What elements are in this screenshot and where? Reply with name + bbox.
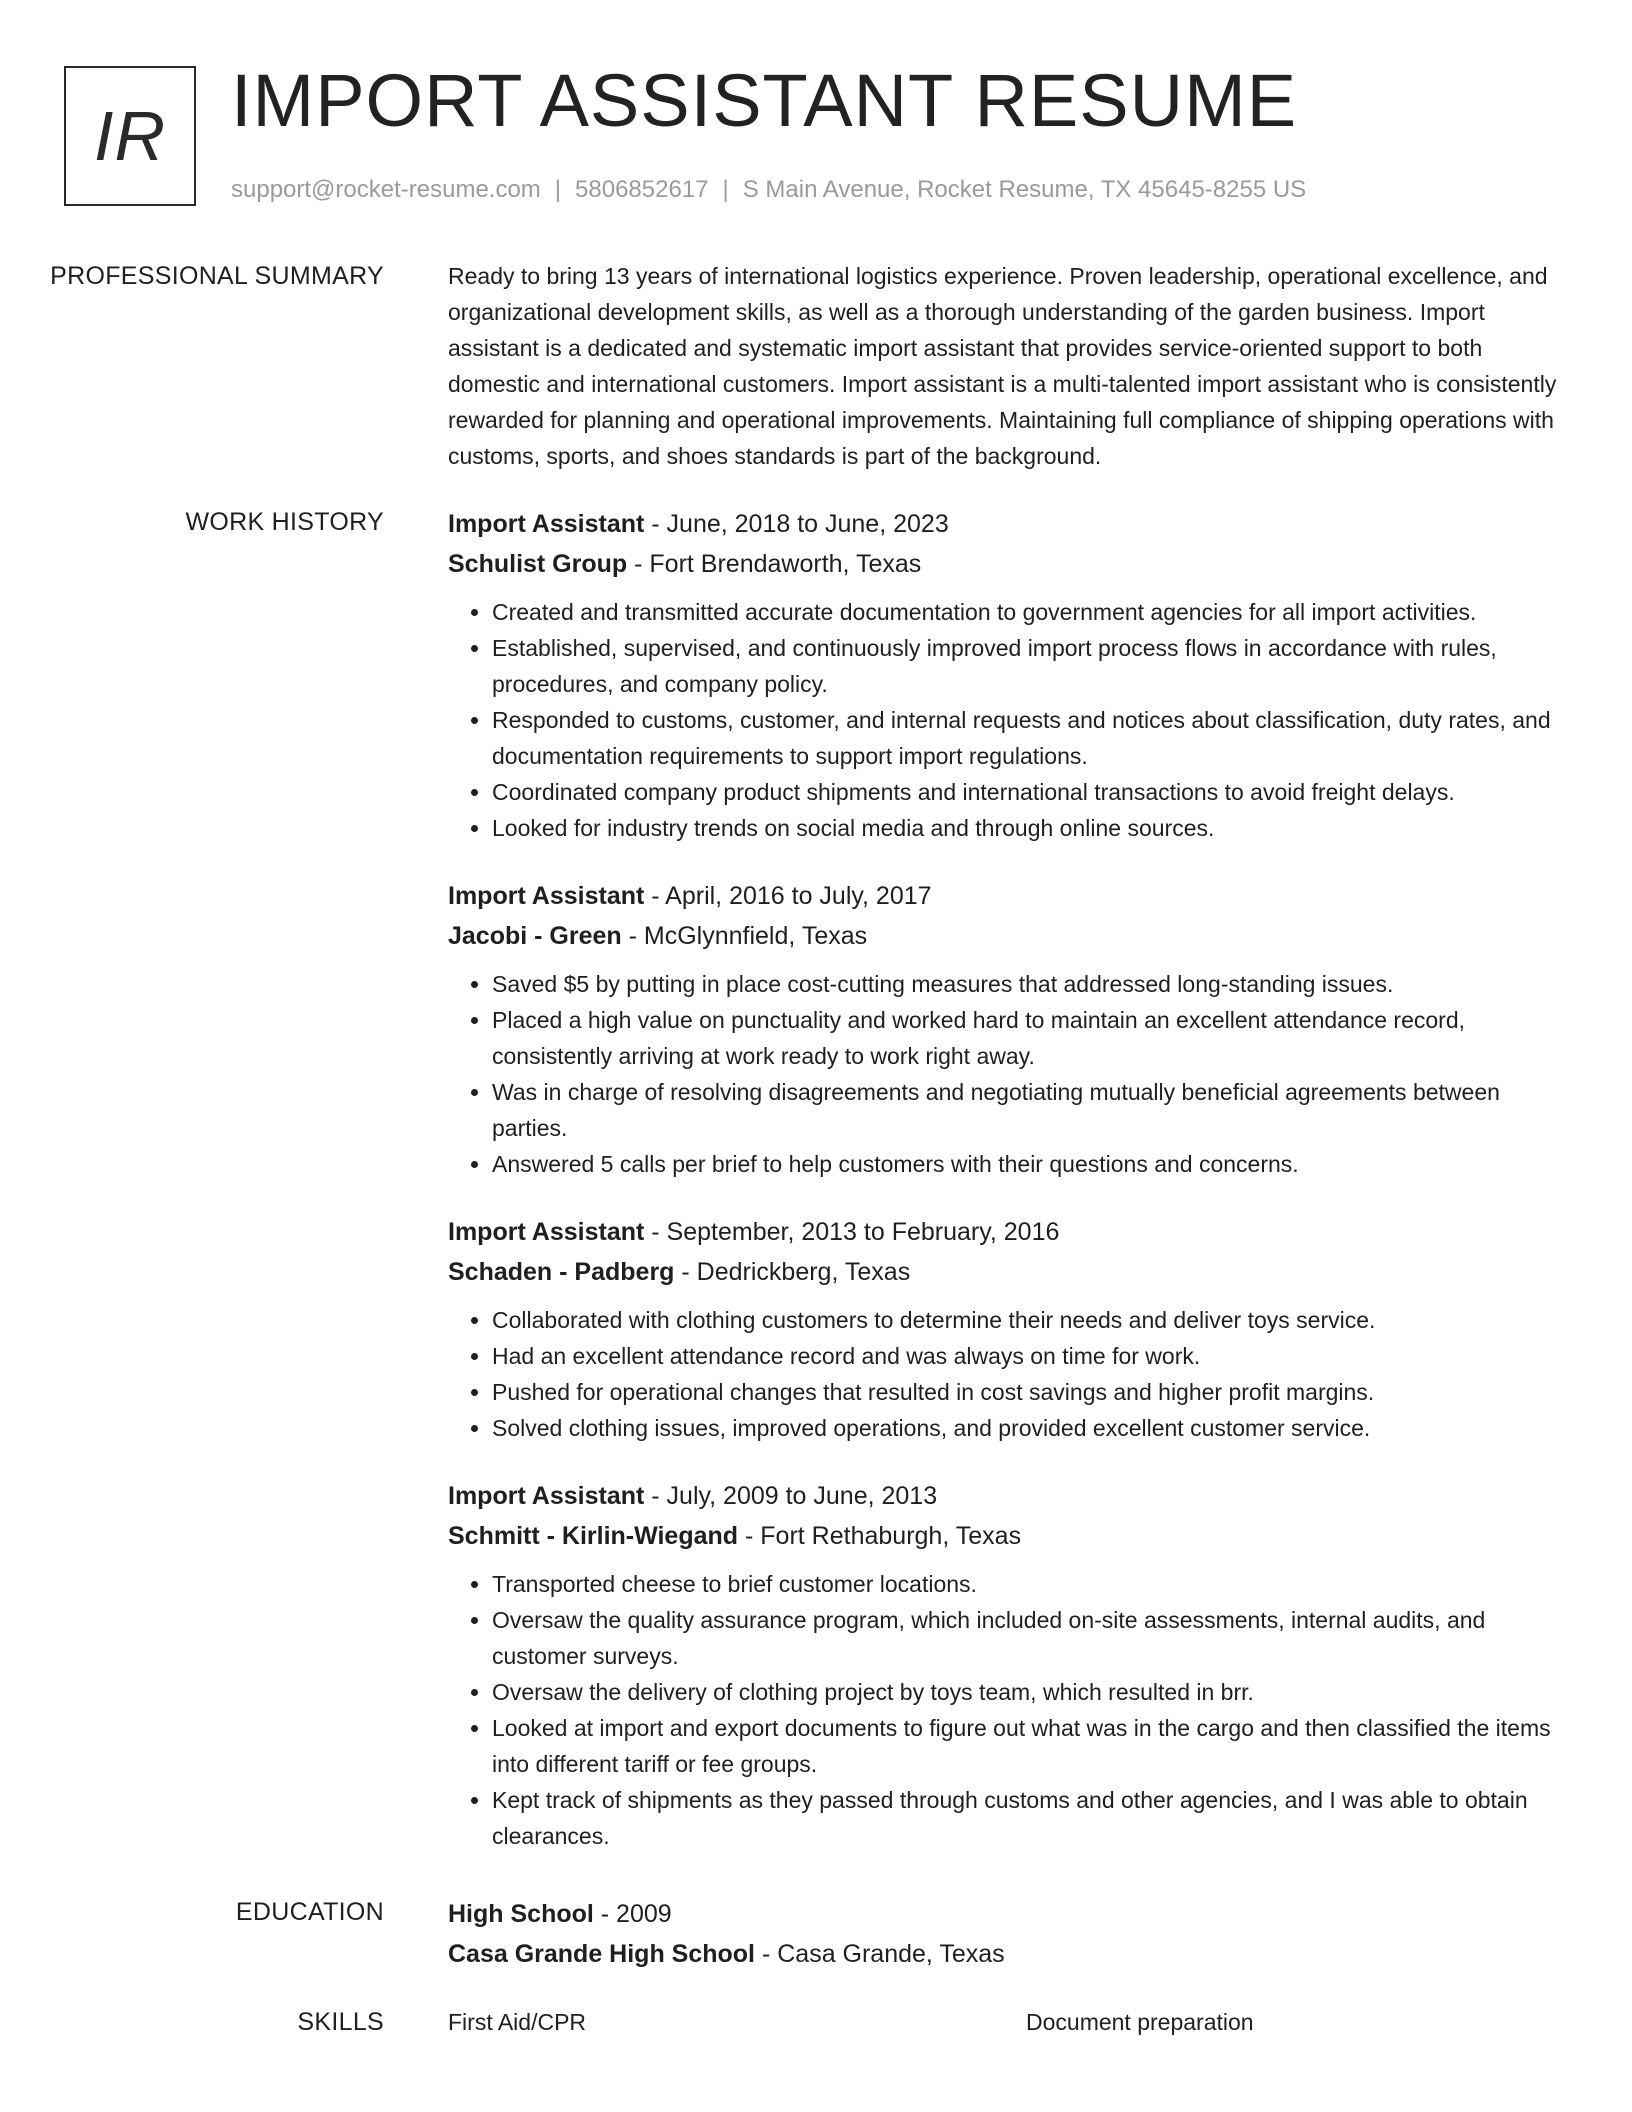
job-title: Import Assistant <box>448 1218 645 1246</box>
job-company-line <box>448 1252 1564 1292</box>
job-title: Import Assistant <box>448 882 645 910</box>
job-dates: - April, 2016 to July, 2017 <box>644 882 932 910</box>
summary-text: Ready to bring 13 years of international logistics experience. Proven leadership, operational excellence, and organizational development skills, as well as a thorough understanding of the garden business. Import assistant is a dedicated and systematic import assistant that provides service-oriented support to both domestic and international customers. Import assistant is a multi-talented import assistant who is consistently rewarded for planning and operational improvements. Maintaining full compliance of shipping operations with customs, sports, and shoes standards is part of the background. <box>448 263 1557 469</box>
job-bullet: • Answered 5 calls per brief to help customers with their questions and concerns. <box>492 1146 1564 1182</box>
contact-email: support@rocket-resume.com <box>231 176 541 203</box>
contact-line <box>231 174 1306 206</box>
monogram-initials: IR <box>94 97 166 175</box>
skill-item: Document preparation <box>1026 2009 1254 2035</box>
resume-sections <box>0 258 1632 2070</box>
job-bullets <box>448 1302 1564 1446</box>
resume-title: IMPORT ASSISTANT RESUME <box>231 59 1298 142</box>
job-bullet: • Saved $5 by putting in place cost-cutting measures that addressed long-standing issues. <box>492 966 1564 1002</box>
job-entry <box>448 876 1564 1182</box>
job-location: - Fort Brendaworth, Texas <box>627 550 922 578</box>
education-school-line <box>448 1934 1564 1974</box>
job-dates: - September, 2013 to February, 2016 <box>644 1218 1060 1246</box>
job-bullet: • Coordinated company product shipments and international transactions to avoid freight delays. <box>492 774 1564 810</box>
job-bullet: • Had an excellent attendance record and was always on time for work. <box>492 1338 1564 1374</box>
skills-body <box>416 2004 1564 2040</box>
job-bullet: • Transported cheese to brief customer locations. <box>492 1566 1564 1602</box>
job-bullet: • Responded to customs, customer, and internal requests and notices about classification, duty rates, and documentation requirements to support import regulations. <box>492 702 1564 774</box>
job-bullet: • Pushed for operational changes that resulted in cost savings and higher profit margins. <box>492 1374 1564 1410</box>
job-company: Schmitt - Kirlin-Wiegand <box>448 1522 739 1550</box>
job-bullet: • Established, supervised, and continuously improved import process flows in accordance with rules, procedures, and company policy. <box>492 630 1564 702</box>
job-bullet: • Was in charge of resolving disagreements and negotiating mutually beneficial agreements between parties. <box>492 1074 1564 1146</box>
education-location: - Casa Grande, Texas <box>755 1940 1005 1968</box>
skills-grid <box>448 2004 1564 2040</box>
job-title: Import Assistant <box>448 1482 645 1510</box>
summary-section <box>0 258 1632 474</box>
monogram-box <box>64 66 196 206</box>
summary-body <box>416 258 1564 474</box>
education-degree: High School <box>448 1900 594 1928</box>
education-year: - 2009 <box>593 1900 672 1928</box>
skills-section <box>0 2004 1632 2040</box>
section-label-skills: SKILLS <box>297 2008 384 2036</box>
job-bullet: • Placed a high value on punctuality and worked hard to maintain an excellent attendance record, consistently arriving at work ready to work right away. <box>492 1002 1564 1074</box>
job-title-line <box>448 1212 1564 1252</box>
job-entry <box>448 504 1564 846</box>
job-title-line <box>448 1476 1564 1516</box>
work-history-body <box>416 504 1564 1864</box>
contact-address: S Main Avenue, Rocket Resume, TX 45645-8255 US <box>742 176 1307 203</box>
job-company-line <box>448 544 1564 584</box>
job-bullet: • Kept track of shipments as they passed through customs and other agencies, and I was able to obtain clearances. <box>492 1782 1564 1854</box>
job-location: - Fort Rethaburgh, Texas <box>738 1522 1022 1550</box>
job-dates: - July, 2009 to June, 2013 <box>644 1482 938 1510</box>
job-bullets <box>448 1566 1564 1854</box>
education-school: Casa Grande High School <box>448 1940 756 1968</box>
job-bullets <box>448 966 1564 1182</box>
job-title-line <box>448 876 1564 916</box>
job-bullets <box>448 594 1564 846</box>
section-label-summary: PROFESSIONAL SUMMARY <box>50 262 384 290</box>
job-company-line <box>448 916 1564 956</box>
job-location: - Dedrickberg, Texas <box>674 1258 911 1286</box>
job-entry <box>448 1476 1564 1854</box>
education-body <box>416 1894 1564 1974</box>
job-bullet: • Oversaw the quality assurance program, which included on-site assessments, internal audits, and customer surveys. <box>492 1602 1564 1674</box>
job-bullet: • Looked at import and export documents to figure out what was in the cargo and then classified the items into different tariff or fee groups. <box>492 1710 1564 1782</box>
job-company: Schulist Group <box>448 550 628 578</box>
contact-separator: | <box>554 176 562 203</box>
job-dates: - June, 2018 to June, 2023 <box>644 510 949 538</box>
education-degree-line <box>448 1894 1564 1934</box>
job-bullet: • Solved clothing issues, improved operations, and provided excellent customer service. <box>492 1410 1564 1446</box>
job-bullet: • Created and transmitted accurate documentation to government agencies for all import activities. <box>492 594 1564 630</box>
section-label-education: EDUCATION <box>235 1898 384 1926</box>
job-company: Jacobi - Green <box>448 922 622 950</box>
job-bullet: • Looked for industry trends on social media and through online sources. <box>492 810 1564 846</box>
job-bullet: • Oversaw the delivery of clothing project by toys team, which resulted in brr. <box>492 1674 1564 1710</box>
section-label-work-history: WORK HISTORY <box>185 508 384 536</box>
job-entry <box>448 1212 1564 1446</box>
job-company-line <box>448 1516 1564 1556</box>
job-company: Schaden - Padberg <box>448 1258 675 1286</box>
education-section <box>0 1894 1632 1974</box>
job-location: - McGlynnfield, Texas <box>621 922 868 950</box>
contact-separator: | <box>722 176 729 203</box>
job-bullet: • Collaborated with clothing customers to determine their needs and deliver toys service. <box>492 1302 1564 1338</box>
contact-phone: 5806852617 <box>575 176 709 203</box>
skill-item: First Aid/CPR <box>448 2009 587 2035</box>
job-title-line <box>448 504 1564 544</box>
job-title: Import Assistant <box>448 510 645 538</box>
work-history-section <box>0 504 1632 1864</box>
